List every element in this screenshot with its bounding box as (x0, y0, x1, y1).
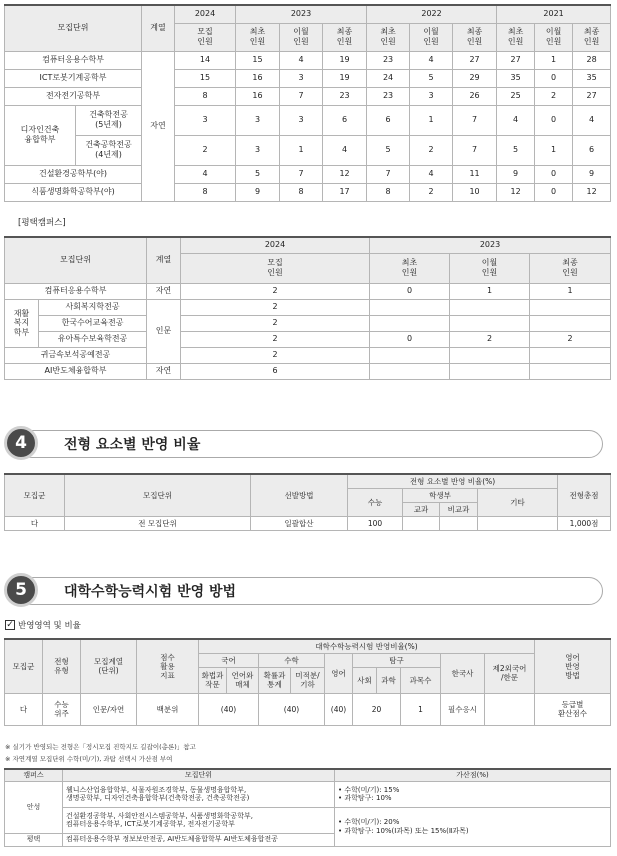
cell-value: 0 (535, 165, 573, 183)
cell-value: 15 (175, 69, 236, 87)
cell-value: 0 (370, 331, 450, 347)
cell-value: 3 (280, 69, 323, 87)
cell-campus: 평택 (5, 833, 63, 846)
header-unit: 모집단위 (63, 769, 335, 781)
cell-value (450, 299, 530, 315)
admission-history-table-pyeongtaek (4, 236, 611, 380)
note-line: ※ 자연계열 모집단위 수학(미/기), 과탐 선택시 가산점 부여 (5, 755, 173, 763)
section-4-header (4, 426, 610, 460)
cell-unit-name: 건설환경공학부(야) (5, 165, 142, 183)
header-year-2022: 2022 (367, 5, 497, 23)
cell-units: 건설환경공학부, 사회안전시스템공학부, 식품생명화학공학부, 컴퓨터응용수학부, ICT로봇기계공학부, 전자전기공학부 (63, 807, 335, 833)
cell-value (450, 315, 530, 331)
cell-value: 35 (573, 69, 611, 87)
cell-foreign (485, 693, 535, 725)
cell-value: 2 (181, 347, 370, 363)
cell-value: 7 (453, 135, 497, 165)
note-line: ※ 실기가 반영되는 전형은「정시모집 진학지도 길잡이(총론)」참고 (5, 743, 196, 751)
cell-value: 8 (280, 183, 323, 201)
header-social: 사회 (353, 667, 377, 693)
header-unit: 모집단위 (65, 474, 251, 516)
header-final: 최종 인원 (530, 253, 611, 283)
header-track: 계열 (147, 237, 181, 283)
cell-type: 수능 위주 (43, 693, 81, 725)
cell-track: 자연 (142, 51, 175, 201)
cell-value: 2 (410, 135, 453, 165)
table-row (5, 135, 611, 165)
table-row (5, 363, 611, 379)
cell-group: 다 (5, 693, 43, 725)
cell-value: 23 (367, 87, 410, 105)
cell-group-label: 디자인건축 융합학부 (5, 105, 76, 165)
cell-track: 자연 (147, 363, 181, 379)
cell-value: 1 (535, 135, 573, 165)
cell-value: 2 (450, 331, 530, 347)
cell-value (370, 347, 450, 363)
admission-history-table-anseong (4, 4, 611, 202)
cell-value: 28 (573, 51, 611, 69)
header-history: 한국사 (441, 653, 485, 693)
cell-units: 웰니스산업융합학부, 식물자원조경학부, 동물생명융합학부, 생명공학부, 디자인건축융합학부(건축학전공, 건축공학전공) (63, 781, 335, 807)
header-unit: 모집단위 (5, 5, 142, 51)
cell-suneung: 100 (348, 516, 403, 530)
cell-units: 컴퓨터응용수학부 정보보안전공, AI반도체융합학부 AI반도체융합전공 (63, 833, 335, 846)
header-etc: 기타 (478, 488, 558, 516)
section-5-header (4, 573, 610, 607)
cell-value: 7 (367, 165, 410, 183)
cell-value: 6 (367, 105, 410, 135)
cell-value: 14 (175, 51, 236, 69)
cell-value: 11 (453, 165, 497, 183)
header-ratio: 전형 요소별 반영 비율(%) (348, 474, 558, 488)
header-year-2023: 2023 (370, 237, 611, 253)
header-carry: 이월 인원 (450, 253, 530, 283)
header-probability-stats: 확률과 통계 (259, 667, 291, 693)
cell-unit: 전 모집단위 (65, 516, 251, 530)
cell-unit-name: 건축학전공 (5년제) (76, 105, 142, 135)
cell-value (530, 363, 611, 379)
cell-value (450, 347, 530, 363)
header-year-2023: 2023 (236, 5, 367, 23)
header-group: 모집군 (5, 474, 65, 516)
cell-history: 필수응시 (441, 693, 485, 725)
cell-value: 10 (453, 183, 497, 201)
cell-etc (478, 516, 558, 530)
cell-method: 일괄합산 (251, 516, 348, 530)
cell-value: 5 (410, 69, 453, 87)
cell-value: 7 (453, 105, 497, 135)
cell-value: 19 (323, 51, 367, 69)
cell-value: 5 (497, 135, 535, 165)
header-foreign: 제2외국어 /한문 (485, 653, 535, 693)
cell-value: 25 (497, 87, 535, 105)
cell-value: 1 (280, 135, 323, 165)
cell-value: 35 (497, 69, 535, 87)
cell-value: 29 (453, 69, 497, 87)
section-title: 전형 요소별 반영 비율 (64, 437, 201, 453)
cell-value: 9 (497, 165, 535, 183)
cell-value: 3 (175, 105, 236, 135)
header-score-index: 점수 활용 지표 (137, 639, 199, 693)
header-recruit: 모집 인원 (181, 253, 370, 283)
cell-value (370, 315, 450, 331)
cell-value: 1 (530, 283, 611, 299)
cell-value: 9 (573, 165, 611, 183)
header-year-2024: 2024 (181, 237, 370, 253)
header-math: 수학 (259, 653, 325, 667)
header-group: 모집군 (5, 639, 43, 693)
cell-value (530, 315, 611, 331)
cell-value: 4 (410, 51, 453, 69)
cell-unit-name: ICT로봇기계공학부 (5, 69, 142, 87)
cell-value: 2 (181, 283, 370, 299)
header-series: 모집계열 (단위) (81, 639, 137, 693)
cell-value: 27 (497, 51, 535, 69)
cell-value (530, 299, 611, 315)
subsection-heading (5, 619, 81, 631)
cell-value: 8 (175, 87, 236, 105)
cell-value: 27 (453, 51, 497, 69)
cell-value: 2 (181, 315, 370, 331)
cell-value: 4 (175, 165, 236, 183)
cell-math: (40) (259, 693, 325, 725)
cell-value: 4 (323, 135, 367, 165)
header-total: 전형총점 (558, 474, 611, 516)
element-ratio-table (4, 473, 611, 531)
header-year-2021: 2021 (497, 5, 611, 23)
header-language-media: 언어와 매체 (227, 667, 259, 693)
cell-subject-count: 1 (401, 693, 441, 725)
section-number-badge: 4 (4, 426, 38, 460)
cell-value: 8 (367, 183, 410, 201)
header-calculus-geometry: 미적분/ 기하 (291, 667, 325, 693)
cell-value: 6 (573, 135, 611, 165)
section-number-badge: 5 (4, 573, 38, 607)
cell-value: 27 (573, 87, 611, 105)
cell-value: 15 (236, 51, 280, 69)
cell-unit-name: 건축공학전공 (4년제) (76, 135, 142, 165)
cell-value: 1 (450, 283, 530, 299)
bonus-points-table (4, 768, 611, 847)
header-speech-writing: 화법과 작문 (199, 667, 227, 693)
header-final: 최종 인원 (323, 23, 367, 51)
header-student-record: 학생부 (403, 488, 478, 502)
cell-value: 8 (175, 183, 236, 201)
cell-value: 2 (530, 331, 611, 347)
cell-value: 4 (497, 105, 535, 135)
cell-track: 자연 (147, 283, 181, 299)
cell-value: 12 (497, 183, 535, 201)
cell-unit-name: 컴퓨터응용수학부 (5, 283, 147, 299)
cell-value: 5 (236, 165, 280, 183)
cell-total: 1,000점 (558, 516, 611, 530)
header-subject-count: 과목수 (401, 667, 441, 693)
header-campus: 캠퍼스 (5, 769, 63, 781)
cell-value: 2 (535, 87, 573, 105)
header-subject: 교과 (403, 502, 440, 516)
header-ratio: 대학수학능력시험 반영비율(%) (199, 639, 535, 653)
cell-value: 0 (535, 183, 573, 201)
cell-unit-name: 사회복지학전공 (39, 299, 147, 315)
suneung-reflection-table (4, 638, 611, 726)
cell-value: 1 (535, 51, 573, 69)
cell-value: 3 (236, 105, 280, 135)
cell-value: 3 (280, 105, 323, 135)
cell-value: 4 (280, 51, 323, 69)
header-english-method: 영어 반영 방법 (535, 639, 611, 693)
cell-unit-name: 컴퓨터응용수학부 (5, 51, 142, 69)
header-final: 최종 인원 (573, 23, 611, 51)
cell-unit-name: 한국수어교육전공 (39, 315, 147, 331)
cell-score: 백분위 (137, 693, 199, 725)
cell-group-label: 재활 복지 학부 (5, 299, 39, 347)
header-year-2024: 2024 (175, 5, 236, 23)
checkbox-checked-icon: ✓ (6, 619, 14, 630)
cell-value: 5 (367, 135, 410, 165)
header-method: 선발방법 (251, 474, 348, 516)
cell-bonus: • 수학(미/기): 15% • 과학탐구: 10% (335, 781, 611, 807)
table-row (5, 105, 611, 135)
cell-track: 인문 (147, 299, 181, 363)
cell-value: 2 (410, 183, 453, 201)
cell-value: 3 (410, 87, 453, 105)
header-inquiry: 탐구 (353, 653, 441, 667)
cell-campus: 안성 (5, 781, 63, 833)
cell-english-method: 등급별 환산점수 (535, 693, 611, 725)
header-track: 계열 (142, 5, 175, 51)
cell-unit-name: 귀금속보석공예전공 (5, 347, 147, 363)
cell-unit-name: 유아특수보육학전공 (39, 331, 147, 347)
header-carry: 이월 인원 (280, 23, 323, 51)
cell-value: 16 (236, 87, 280, 105)
cell-unit-name: 식품생명화학공학부(야) (5, 183, 142, 201)
header-recruit: 모집 인원 (175, 23, 236, 51)
table-row (5, 299, 611, 315)
header-type: 전형 유형 (43, 639, 81, 693)
cell-value: 23 (367, 51, 410, 69)
header-english: 영어 (325, 653, 353, 693)
table-row (5, 69, 611, 87)
cell-inquiry: 20 (353, 693, 401, 725)
header-initial: 최초 인원 (370, 253, 450, 283)
cell-unit-name: AI반도체융합학부 (5, 363, 147, 379)
cell-value: 16 (236, 69, 280, 87)
cell-value (370, 299, 450, 315)
header-unit: 모집단위 (5, 237, 147, 283)
cell-value: 4 (573, 105, 611, 135)
campus-label-pyeongtaek: [평택캠퍼스] (18, 218, 66, 228)
table-row (5, 183, 611, 201)
subsection-title: 반영영역 및 비율 (18, 621, 81, 631)
cell-value: 9 (236, 183, 280, 201)
cell-english: (40) (325, 693, 353, 725)
header-nonsubject: 비교과 (440, 502, 478, 516)
cell-series: 인문/자연 (81, 693, 137, 725)
cell-value: 7 (280, 165, 323, 183)
header-initial: 최초 인원 (236, 23, 280, 51)
cell-value: 6 (323, 105, 367, 135)
cell-unit-name: 전자전기공학부 (5, 87, 142, 105)
cell-value (450, 363, 530, 379)
cell-bonus: • 수학(미/기): 20% • 과학탐구: 10%(Ⅰ과목) 또는 15%(Ⅱ과목) (335, 807, 611, 846)
cell-value: 24 (367, 69, 410, 87)
cell-value: 7 (280, 87, 323, 105)
cell-value: 12 (573, 183, 611, 201)
cell-value: 1 (410, 105, 453, 135)
table-row (5, 51, 611, 69)
cell-nonsubject (440, 516, 478, 530)
table-row (5, 87, 611, 105)
cell-value (530, 347, 611, 363)
table-row (5, 347, 611, 363)
cell-value: 3 (236, 135, 280, 165)
header-bonus: 가산점(%) (335, 769, 611, 781)
header-carry: 이월 인원 (410, 23, 453, 51)
header-science: 과학 (377, 667, 401, 693)
cell-subject (403, 516, 440, 530)
cell-value: 2 (181, 331, 370, 347)
table-row (5, 283, 611, 299)
cell-value: 0 (535, 105, 573, 135)
cell-value: 17 (323, 183, 367, 201)
header-suneung: 수능 (348, 488, 403, 516)
cell-korean: (40) (199, 693, 259, 725)
header-initial: 최초 인원 (367, 23, 410, 51)
cell-value: 2 (175, 135, 236, 165)
table-row (5, 165, 611, 183)
cell-value: 0 (535, 69, 573, 87)
section-title: 대학수학능력시험 반영 방법 (64, 584, 237, 600)
header-carry: 이월 인원 (535, 23, 573, 51)
cell-group: 다 (5, 516, 65, 530)
cell-value: 6 (181, 363, 370, 379)
table-row (5, 331, 611, 347)
table-row (5, 315, 611, 331)
cell-value: 0 (370, 283, 450, 299)
cell-value: 23 (323, 87, 367, 105)
header-korean: 국어 (199, 653, 259, 667)
cell-value: 2 (181, 299, 370, 315)
cell-value: 19 (323, 69, 367, 87)
cell-value: 12 (323, 165, 367, 183)
header-final: 최종 인원 (453, 23, 497, 51)
header-initial: 최초 인원 (497, 23, 535, 51)
cell-value (370, 363, 450, 379)
cell-value: 4 (410, 165, 453, 183)
cell-value: 26 (453, 87, 497, 105)
